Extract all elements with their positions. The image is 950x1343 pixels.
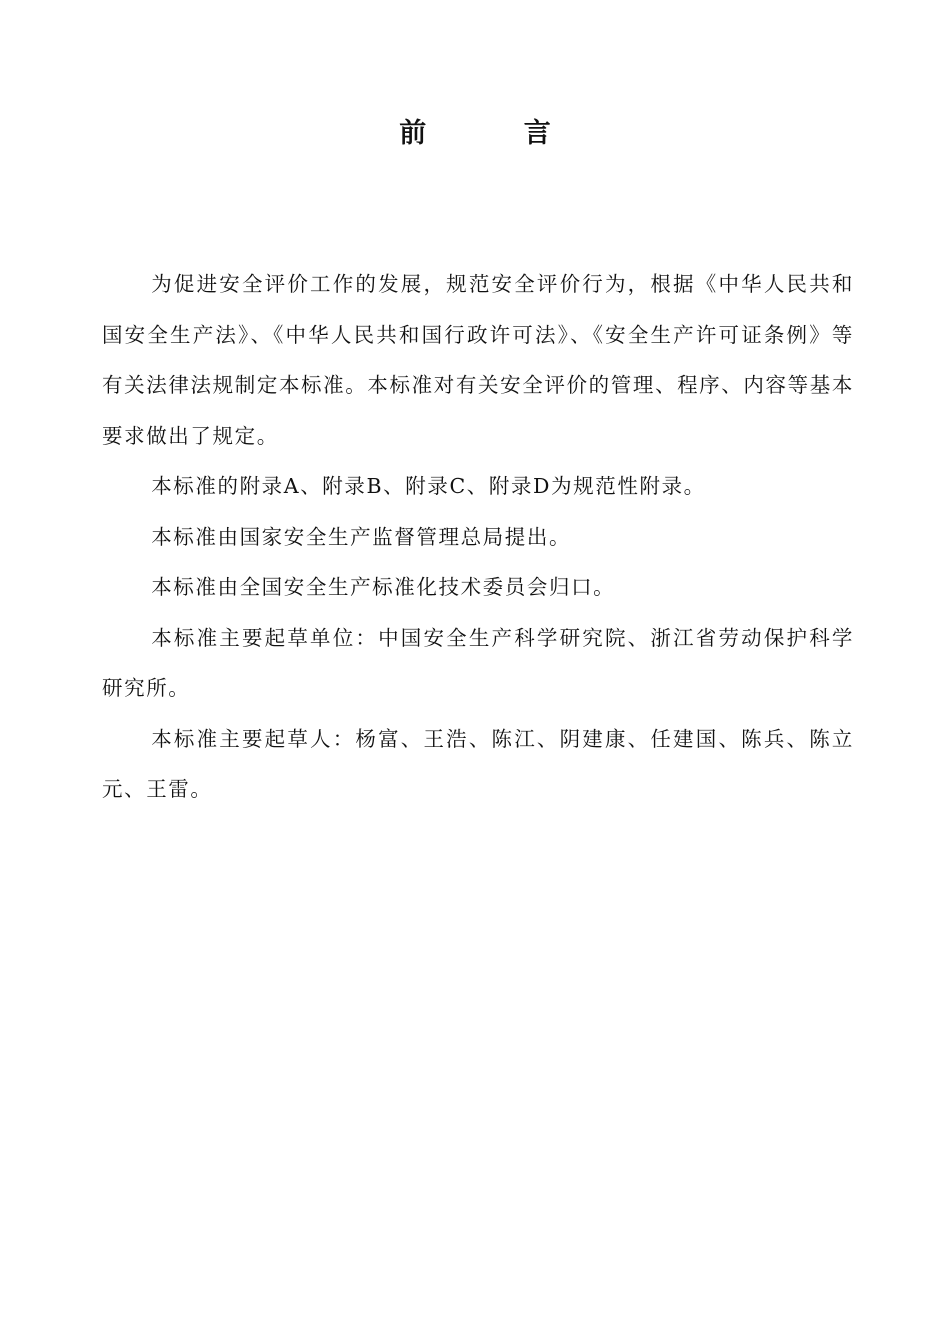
document-body [102,259,854,815]
paragraph-purpose: 为促进安全评价工作的发展，规范安全评价行为，根据《中华人民共和国安全生产法》、《中华人民共和国行政许可法》、《安全生产许可证条例》等有关法律法规制定本标准。本标准对有关安全评价的管理、程序、内容等基本要求做出了规定。 [102,272,854,448]
paragraph-drafting-units: 本标准主要起草单位：中国安全生产科学研究院、浙江省劳动保护科学研究所。 [102,625,854,700]
page-title: 前 言 [399,118,595,149]
paragraph-proposer: 本标准由国家安全生产监督管理总局提出。 [151,524,572,549]
paragraph-drafters: 本标准主要起草人：杨富、王浩、陈江、阴建康、任建国、陈兵、陈立元、王雷。 [102,726,854,801]
paragraph-committee: 本标准由全国安全生产标准化技术委员会归口。 [151,575,616,599]
paragraph-appendices: 本标准的附录A、附录B、附录C、附录D为规范性附录。 [151,474,706,498]
